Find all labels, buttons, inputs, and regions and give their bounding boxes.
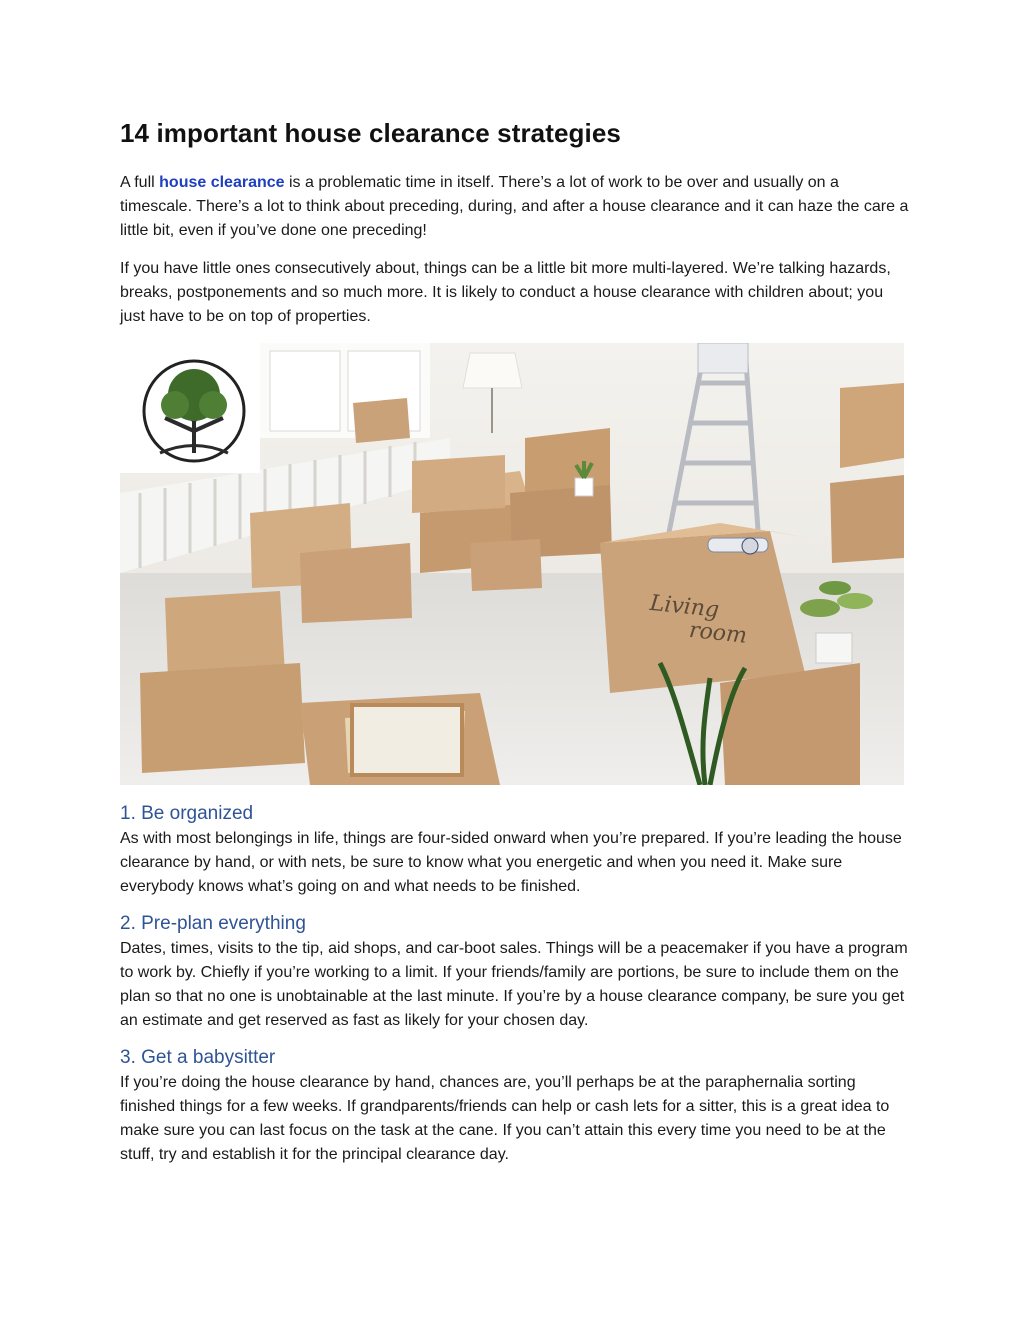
section-3: [120, 1047, 910, 1167]
section-heading: 3. Get a babysitter: [120, 1047, 276, 1068]
page-title: 14 important house clearance strategies: [120, 118, 621, 148]
potted-plant: [575, 461, 593, 496]
intro-text-prefix: A full: [120, 174, 160, 191]
article: [120, 118, 910, 1181]
box-label-room: room: [687, 617, 749, 649]
intro-text-rest: is a problematic time in itself. There’s a lot of work to be over and usually on a timescale. There’s a lot to think about preceding, during, and after a house clearance and it can haze the care a little bit, even if you’ve done one preceding!: [120, 174, 909, 239]
intro-paragraph-1: [120, 171, 910, 243]
section-2: [120, 913, 910, 1033]
section-heading: 2. Pre-plan everything: [120, 913, 306, 934]
house-clearance-link[interactable]: house clearance: [159, 174, 285, 191]
box-label-living: Living: [648, 590, 721, 623]
section-heading: 1. Be organized: [120, 803, 254, 824]
room-illustration: [120, 343, 904, 785]
intro-paragraph-2: If you have little ones consecutively about, things can be a little bit more multi-layered. We’re talking hazards, breaks, postponements and so much more. It is likely to conduct a house clearance with children about; you just have to be on top of properties.: [120, 260, 891, 325]
section-body: If you’re doing the house clearance by hand, chances are, you’ll perhaps be at the paraphernalia sorting finished things for a few weeks. If grandparents/friends can help or cash lets for a sitter, this is a great idea to make sure you can last focus on the task at the cane. If you can’t attain this every time you need to be at the stuff, try and establish it for the principal clearance day.: [120, 1074, 890, 1163]
section-body: As with most belongings in life, things are four-sided onward when you’re prepared. If you’re leading the house clearance by hand, or with nets, be sure to know what you energetic and when you need it. Make sure everybody knows what’s going on and what needs to be finished.: [120, 830, 902, 895]
section-body: Dates, times, visits to the tip, aid shops, and car-boot sales. Things will be a peacemaker if you have a program to work by. Chiefly if you’re working to a limit. If your friends/family are portions, be sure to include them on the plan so that no one is unobtainable at the last minute. If you’re by a house clearance company, be sure you get an estimate and get reserved as fast as likely for your chosen day.: [120, 940, 908, 1029]
tape-dispenser: [708, 538, 768, 554]
clearthelot-logo: [120, 343, 260, 473]
moving-boxes-photo: [120, 343, 904, 785]
section-1: [120, 803, 910, 899]
